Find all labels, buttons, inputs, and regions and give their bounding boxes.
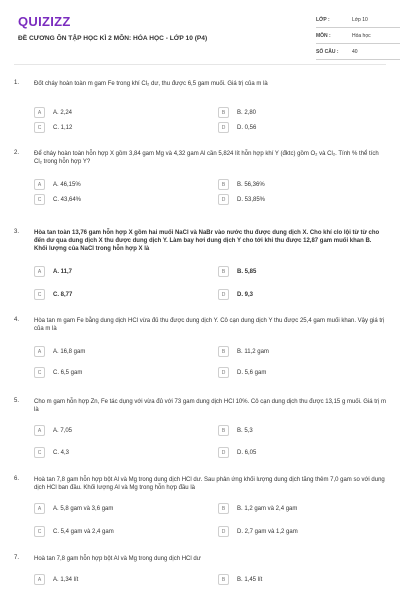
option-a[interactable] (34, 265, 72, 278)
option-c[interactable] (34, 121, 72, 134)
option-d[interactable] (218, 366, 266, 379)
option-c[interactable] (34, 366, 82, 379)
option-text: B. 5,85 (237, 268, 257, 275)
worksheet-title: ĐỀ CƯƠNG ÔN TẬP HỌC KÌ 2 MÔN: HÓA HỌC - LỚP 10 (P4) (18, 35, 208, 42)
option-letter-badge: A (34, 179, 45, 190)
meta-row-class (316, 12, 400, 28)
option-letter-badge: B (218, 266, 229, 277)
option-text: D. 9,3 (237, 291, 254, 298)
option-letter-badge: B (218, 346, 229, 357)
option-text: D. 5,6 gam (237, 369, 267, 376)
option-a[interactable] (34, 178, 81, 191)
option-text: A. 16,8 gam (53, 348, 86, 355)
option-b[interactable] (218, 502, 297, 515)
option-letter-badge: A (34, 266, 45, 277)
meta-label: MÔN : (316, 32, 331, 39)
option-text: A. 5,8 gam và 3,6 gam (53, 505, 114, 512)
option-letter-badge: A (34, 574, 45, 585)
question-text: Hòa tan m gam Fe bằng dung dịch HCl vừa đủ thu được dung dịch Y. Cô cạn dung dịch Y thu được 25,4 gam muối khan. Vậy giá trị của m là (34, 318, 385, 333)
option-text: D. 53,85% (237, 196, 266, 203)
question-text: Hoà tan 7,8 gam hỗn hợp bột Al và Mg trong dung dịch HCl dư. Sau phản ứng khối lượng dung dịch tăng thêm 7,0 gam so với dung dịch HCl ban đầu. Khối lượng Al và Mg trong hỗn hợp đầu là (34, 477, 385, 492)
question-number: 6. (14, 476, 20, 482)
option-a[interactable] (34, 424, 72, 437)
option-letter-badge: D (218, 447, 229, 458)
option-b[interactable] (218, 178, 265, 191)
option-b[interactable] (218, 573, 262, 586)
question-number: 4. (14, 317, 20, 323)
option-letter-badge: A (34, 346, 45, 357)
option-text: B. 2,80 (237, 109, 257, 116)
question-number: 1. (14, 80, 20, 86)
option-letter-badge: A (34, 425, 45, 436)
option-text: A. 2,24 (53, 109, 73, 116)
option-letter-badge: D (218, 122, 229, 133)
option-text: C. 8,77 (53, 291, 73, 298)
option-letter-badge: C (34, 526, 45, 537)
option-c[interactable] (34, 288, 72, 301)
header-divider (14, 64, 386, 65)
option-text: C. 6,5 gam (53, 369, 83, 376)
option-letter-badge: C (34, 447, 45, 458)
option-b[interactable] (218, 424, 253, 437)
option-letter-badge: C (34, 367, 45, 378)
question-text: Cho m gam hỗn hợp Zn, Fe tác dụng với vừa đủ với 73 gam dung dịch HCl 10%. Cô cạn dung dịch thu được 13,15 g muối. Giá trị m là (34, 399, 386, 414)
option-letter-badge: C (34, 289, 45, 300)
option-text: A. 1,34 lít (53, 576, 79, 583)
option-text: B. 1,45 lít (237, 576, 263, 583)
meta-row-count (316, 44, 400, 60)
option-text: B. 5,3 (237, 427, 253, 434)
option-a[interactable] (34, 502, 113, 515)
option-text: D. 2,7 gam và 1,2 gam (237, 528, 298, 535)
worksheet-meta (316, 12, 400, 60)
option-letter-badge: D (218, 194, 229, 205)
option-text: D. 6,05 (237, 449, 257, 456)
question-number: 7. (14, 555, 20, 561)
meta-value: Hóa học (352, 32, 371, 39)
meta-value: 40 (352, 48, 358, 55)
option-b[interactable] (218, 265, 256, 278)
option-text: B. 11,2 gam (237, 348, 269, 355)
question-text: Hòa tan toàn 13,76 gam hỗn hợp X gồm hai muối NaCl và NaBr vào nước thu được dung dịch X. Cho khí clo lội từ từ cho đến dư qua dung dịch X thu được dung dịch Y. Làm bay hơi dung dịch Y cho tới khi thu được 12,87 gam muối khan B. Khối lượng của NaCl trong hỗn hợp X là (34, 230, 380, 253)
option-letter-badge: A (34, 107, 45, 118)
option-letter-badge: C (34, 122, 45, 133)
question-number: 2. (14, 150, 20, 156)
option-b[interactable] (218, 345, 269, 358)
option-letter-badge: A (34, 503, 45, 514)
option-text: C. 5,4 gam và 2,4 gam (53, 528, 114, 535)
option-text: C. 4,3 (53, 449, 70, 456)
option-letter-badge: B (218, 425, 229, 436)
meta-label: LỚP : (316, 16, 330, 23)
question-text: Để cháy hoàn toàn hỗn hợp X gồm 3,84 gam Mg và 4,32 gam Al cần 5,824 lít hỗn hợp khí Y (đktc) gồm O₂ và Cl₂. Tính % thể tích Cl₂ trong hỗn hợp Y? (34, 151, 379, 166)
option-text: B. 56,36% (237, 181, 265, 188)
option-letter-badge: D (218, 526, 229, 537)
option-c[interactable] (34, 446, 69, 459)
option-d[interactable] (218, 525, 298, 538)
worksheet-header (14, 10, 386, 66)
option-a[interactable] (34, 345, 85, 358)
option-text: A. 11,7 (53, 268, 73, 275)
option-d[interactable] (218, 446, 256, 459)
option-b[interactable] (218, 106, 256, 119)
question-number: 5. (14, 398, 20, 404)
option-d[interactable] (218, 288, 253, 301)
option-letter-badge: B (218, 574, 229, 585)
option-letter-badge: B (218, 503, 229, 514)
question-text: Đốt cháy hoàn toàn m gam Fe trong khí Cl₂ dư, thu được 6,5 gam muối. Giá trị của m là (34, 81, 268, 87)
meta-row-subject (316, 28, 400, 44)
option-text: C. 1,12 (53, 124, 73, 131)
question-text: Hoà tan 7,8 gam hỗn hợp bột Al và Mg trong dung dịch HCl dư (34, 556, 201, 562)
option-d[interactable] (218, 121, 256, 134)
option-text: C. 43,64% (53, 196, 82, 203)
option-text: D. 0,56 (237, 124, 257, 131)
option-c[interactable] (34, 525, 114, 538)
option-letter-badge: D (218, 289, 229, 300)
option-a[interactable] (34, 573, 78, 586)
option-c[interactable] (34, 193, 81, 206)
meta-label: SỐ CÂU : (316, 48, 339, 55)
meta-value: Lớp 10 (352, 16, 368, 23)
option-letter-badge: B (218, 179, 229, 190)
option-text: A. 7,05 (53, 427, 73, 434)
option-letter-badge: B (218, 107, 229, 118)
option-a[interactable] (34, 106, 72, 119)
question-number: 3. (14, 229, 20, 235)
option-text: B. 1,2 gam và 2,4 gam (237, 505, 298, 512)
option-d[interactable] (218, 193, 265, 206)
option-letter-badge: C (34, 194, 45, 205)
option-text: A. 46,15% (53, 181, 81, 188)
option-letter-badge: D (218, 367, 229, 378)
quizizz-logo: QUIZIZZ (18, 14, 71, 29)
